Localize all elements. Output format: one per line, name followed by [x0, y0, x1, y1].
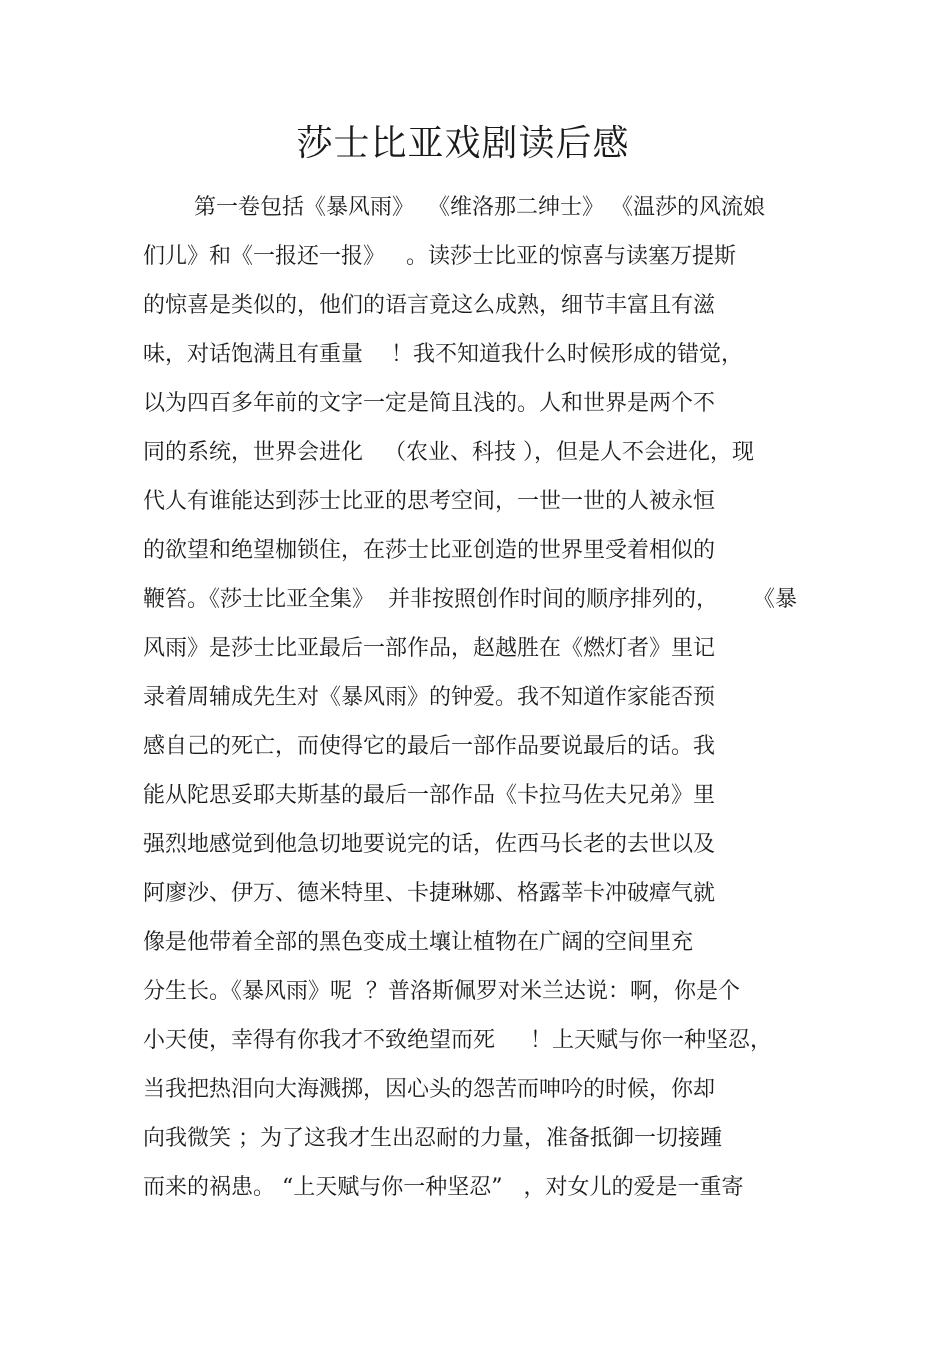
document-title: 莎士比亚戏剧读后感	[296, 123, 630, 164]
body-line: 小天使，幸得有你我才不致绝望而死 ！上天赋与你一种坚忍，	[143, 1028, 772, 1053]
body-line: 第一卷包括《暴风雨》 《维洛那二绅士》 《温莎的风流娘	[194, 195, 765, 220]
body-line: 感自己的死亡，而使得它的最后一部作品要说最后的话。我	[143, 734, 716, 759]
body-line: 能从陀思妥耶夫斯基的最后一部作品《卡拉马佐夫兄弟》里	[143, 783, 716, 808]
body-line: 分生长。《暴风雨》呢 ？普洛斯佩罗对米兰达说：啊，你是个	[143, 979, 740, 1004]
body-line: 同的系统，世界会进化 （农业、科技 ），但是人不会进化，现	[143, 440, 754, 465]
body-line: 而来的祸患。 “上天赋与你一种坚忍” ，对女儿的爱是一重寄	[143, 1175, 744, 1200]
body-line: 们儿》和《一报还一报》 。读莎士比亚的惊喜与读塞万提斯	[143, 244, 736, 269]
body-line: 以为四百多年前的文字一定是简且浅的。人和世界是两个不	[143, 391, 716, 416]
body-line: 当我把热泪向大海溅掷，因心头的怨苦而呻吟的时候，你却	[143, 1077, 716, 1102]
body-line: 的惊喜是类似的，他们的语言竟这么成熟，细节丰富且有滋	[143, 293, 716, 318]
body-line: 风雨》是莎士比亚最后一部作品，赵越胜在《燃灯者》里记	[143, 636, 716, 661]
body-line: 的欲望和绝望枷锁住，在莎士比亚创造的世界里受着相似的	[143, 538, 716, 563]
body-line: 阿廖沙、伊万、德米特里、卡捷琳娜、格露莘卡冲破瘴气就	[143, 881, 716, 906]
body-line: 鞭笞。《莎士比亚全集》 并非按照创作时间的顺序排列的， 《暴	[143, 587, 797, 612]
body-line: 像是他带着全部的黑色变成土壤让植物在广阔的空间里充	[143, 930, 694, 955]
body-line: 味，对话饱满且有重量 ！我不知道我什么时候形成的错觉，	[143, 342, 743, 367]
body-line: 向我微笑 ；为了这我才生出忍耐的力量，准备抵御一切接踵	[143, 1126, 722, 1151]
body-line: 代人有谁能达到莎士比亚的思考空间，一世一世的人被永恒	[143, 489, 716, 514]
body-line: 强烈地感觉到他急切地要说完的话，佐西马长老的去世以及	[143, 832, 716, 857]
body-line: 录着周辅成先生对《暴风雨》的钟爱。我不知道作家能否预	[143, 685, 716, 710]
